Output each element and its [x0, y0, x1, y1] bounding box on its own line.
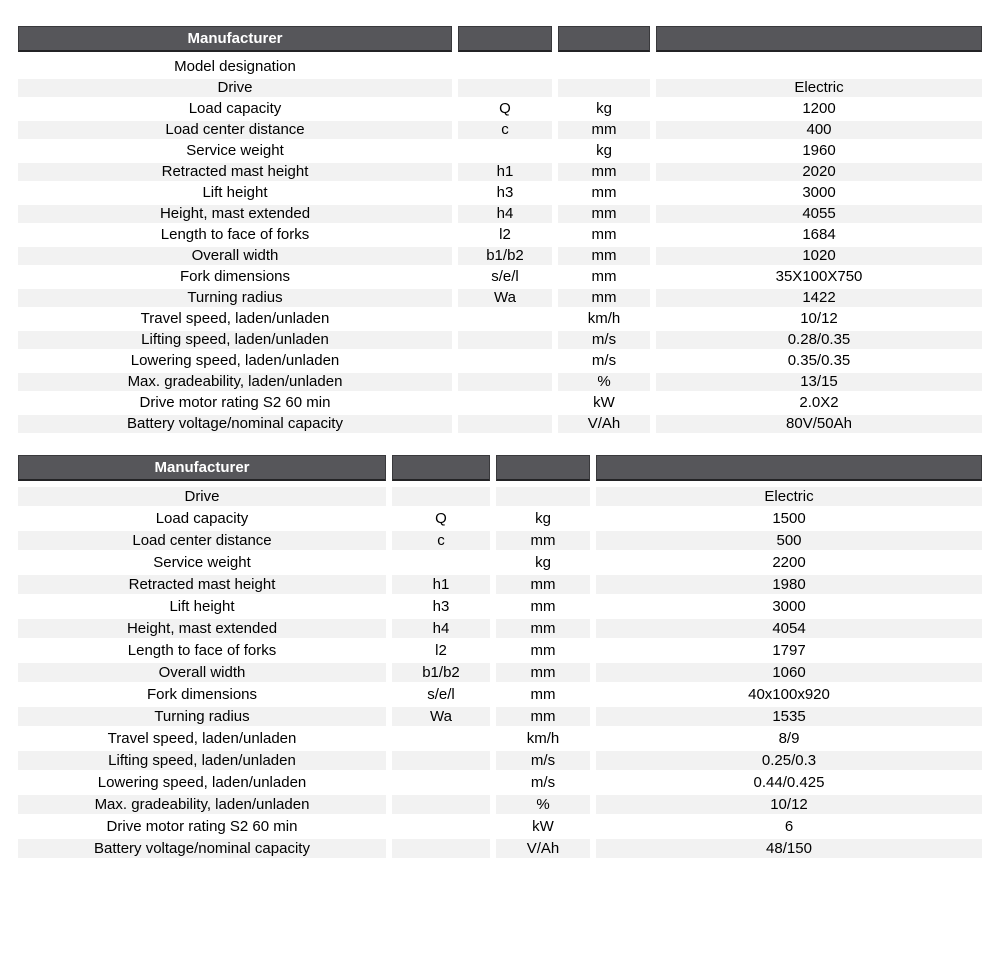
cell-label: Retracted mast height [18, 573, 386, 595]
cell-unit: kW [593, 394, 615, 411]
manufacturer-header-label: Manufacturer [187, 30, 283, 47]
cell-symbol: c [458, 119, 552, 140]
cell-symbol: Wa [458, 287, 552, 308]
cell-value: 1422 [656, 287, 982, 308]
cell-value: 10/12 [596, 793, 982, 815]
cell-value: 48/150 [596, 837, 982, 859]
cell-value: Electric [656, 77, 982, 98]
cell-unit: kW [532, 817, 554, 835]
cell-symbol: h4 [392, 617, 490, 639]
cell-symbol [458, 371, 552, 392]
cell-label: Max. gradeability, laden/unladen [18, 793, 386, 815]
table-row [18, 485, 982, 507]
cell-unit: mm [558, 161, 650, 182]
cell-value: 0.28/0.35 [656, 329, 982, 350]
table-row [18, 266, 982, 287]
table-row [18, 56, 982, 77]
cell-symbol [392, 793, 490, 815]
table-row [18, 77, 982, 98]
cell-label: Retracted mast height [18, 161, 452, 182]
cell-value: 1500 [772, 509, 806, 527]
table-header-row [18, 455, 982, 481]
cell-label: Model designation [174, 58, 296, 75]
cell-symbol [458, 329, 552, 350]
cell-label: Lift height [202, 184, 268, 201]
cell-symbol: h1 [458, 161, 552, 182]
cell-value: 1980 [596, 573, 982, 595]
cell-value: 1797 [772, 641, 806, 659]
manufacturer-header-cell [18, 455, 386, 481]
cell-label: Fork dimensions [179, 268, 291, 285]
cell-unit: V/Ah [558, 413, 650, 434]
cell-symbol: h4 [458, 203, 552, 224]
cell-unit: mm [530, 685, 556, 703]
cell-label: Length to face of forks [127, 641, 277, 659]
table-row [18, 392, 982, 413]
cell-unit: mm [558, 119, 650, 140]
cell-value: 6 [784, 817, 794, 835]
cell-label: Length to face of forks [160, 226, 310, 243]
cell-label: Drive [18, 77, 452, 98]
cell-unit [496, 485, 590, 507]
cell-value: 1684 [802, 226, 836, 243]
cell-label: Lifting speed, laden/unladen [18, 749, 386, 771]
cell-label: Lift height [169, 597, 235, 615]
cell-symbol [458, 140, 552, 161]
cell-value: 2.0X2 [799, 394, 839, 411]
cell-unit: mm [591, 226, 617, 243]
cell-label: Load capacity [155, 509, 249, 527]
manufacturer-header-cell [18, 26, 452, 52]
cell-label: Lowering speed, laden/unladen [97, 773, 307, 791]
cell-symbol: Q [499, 100, 511, 117]
cell-value: 35X100X750 [775, 268, 863, 285]
cell-unit [558, 77, 650, 98]
cell-label: Drive [18, 485, 386, 507]
table-row [18, 727, 982, 749]
cell-unit [558, 56, 650, 77]
table-row [18, 371, 982, 392]
cell-symbol: l2 [499, 226, 511, 243]
cell-label: Overall width [18, 661, 386, 683]
table-row [18, 308, 982, 329]
cell-unit: mm [530, 641, 556, 659]
cell-symbol [458, 392, 552, 413]
cell-value: 13/15 [656, 371, 982, 392]
table-row [18, 529, 982, 551]
cell-symbol [392, 815, 490, 837]
cell-label: Battery voltage/nominal capacity [18, 837, 386, 859]
table-row [18, 507, 982, 529]
table-row [18, 837, 982, 859]
cell-symbol [392, 551, 490, 573]
spec-table-1 [18, 26, 982, 434]
cell-value: 10/12 [800, 310, 838, 327]
cell-symbol: c [392, 529, 490, 551]
cell-value [656, 56, 982, 77]
table-row [18, 224, 982, 245]
cell-unit: km/h [526, 729, 560, 747]
cell-unit: kg [596, 142, 612, 159]
cell-unit: m/s [591, 352, 617, 369]
cell-value: 1535 [596, 705, 982, 727]
cell-unit: mm [591, 268, 617, 285]
unit-header-cell [558, 26, 650, 52]
cell-symbol: b1/b2 [458, 245, 552, 266]
table-row [18, 161, 982, 182]
cell-symbol [392, 749, 490, 771]
unit-header-cell [496, 455, 590, 481]
cell-unit: km/h [587, 310, 621, 327]
cell-unit: mm [496, 529, 590, 551]
cell-value: 1060 [596, 661, 982, 683]
cell-value: 2020 [656, 161, 982, 182]
table-row [18, 595, 982, 617]
cell-symbol [392, 485, 490, 507]
cell-unit: mm [496, 573, 590, 595]
cell-value: 0.25/0.3 [596, 749, 982, 771]
cell-symbol: Wa [392, 705, 490, 727]
cell-value: 1200 [802, 100, 836, 117]
table-row [18, 639, 982, 661]
spec-table-2 [18, 455, 982, 859]
manufacturer-header-label: Manufacturer [154, 459, 250, 476]
cell-label: Height, mast extended [18, 203, 452, 224]
cell-value: 4054 [596, 617, 982, 639]
symbol-header-cell [392, 455, 490, 481]
cell-symbol [392, 837, 490, 859]
cell-value: 8/9 [778, 729, 800, 747]
cell-unit: mm [558, 203, 650, 224]
cell-symbol: h3 [496, 184, 514, 201]
value-header-cell [596, 455, 982, 481]
cell-value: 3000 [772, 597, 806, 615]
cell-label: Drive motor rating S2 60 min [139, 394, 331, 411]
cell-symbol: b1/b2 [392, 661, 490, 683]
cell-label: Travel speed, laden/unladen [140, 310, 330, 327]
cell-value: 0.44/0.425 [753, 773, 825, 791]
table-row [18, 119, 982, 140]
cell-value: Electric [596, 485, 982, 507]
table-body [18, 56, 982, 434]
table-row [18, 413, 982, 434]
table-row [18, 661, 982, 683]
cell-unit: kg [535, 509, 551, 527]
cell-symbol [458, 308, 552, 329]
table-row [18, 182, 982, 203]
cell-symbol [392, 727, 490, 749]
cell-symbol [458, 413, 552, 434]
table-row [18, 551, 982, 573]
table-row [18, 771, 982, 793]
cell-label: Service weight [186, 142, 284, 159]
cell-symbol: s/e/l [491, 268, 519, 285]
cell-symbol [458, 350, 552, 371]
cell-symbol [458, 56, 552, 77]
table-row [18, 350, 982, 371]
cell-unit: mm [558, 245, 650, 266]
cell-value: 1960 [802, 142, 836, 159]
cell-label: Lowering speed, laden/unladen [130, 352, 340, 369]
cell-label: Travel speed, laden/unladen [107, 729, 297, 747]
cell-label: Load center distance [18, 119, 452, 140]
cell-label: Battery voltage/nominal capacity [18, 413, 452, 434]
cell-symbol: l2 [435, 641, 447, 659]
cell-label: Overall width [18, 245, 452, 266]
cell-label: Turning radius [18, 287, 452, 308]
cell-label: Turning radius [18, 705, 386, 727]
cell-label: Load capacity [188, 100, 282, 117]
table-row [18, 329, 982, 350]
table-row [18, 245, 982, 266]
cell-symbol: s/e/l [427, 685, 455, 703]
cell-unit: kg [596, 100, 612, 117]
table-row [18, 617, 982, 639]
cell-unit: % [496, 793, 590, 815]
table-row [18, 203, 982, 224]
cell-value: 40x100x920 [748, 685, 830, 703]
cell-value: 80V/50Ah [656, 413, 982, 434]
table-row [18, 573, 982, 595]
cell-unit: mm [530, 597, 556, 615]
cell-value: 4055 [656, 203, 982, 224]
cell-unit: m/s [496, 749, 590, 771]
cell-symbol: h1 [392, 573, 490, 595]
cell-label: Service weight [153, 553, 251, 571]
cell-label: Load center distance [18, 529, 386, 551]
cell-label: Lifting speed, laden/unladen [18, 329, 452, 350]
symbol-header-cell [458, 26, 552, 52]
cell-unit: % [558, 371, 650, 392]
table-row [18, 98, 982, 119]
cell-unit: mm [496, 661, 590, 683]
cell-unit: m/s [530, 773, 556, 791]
table-row [18, 140, 982, 161]
cell-unit: mm [591, 184, 617, 201]
cell-value: 2200 [772, 553, 806, 571]
cell-label: Height, mast extended [18, 617, 386, 639]
cell-value: 400 [656, 119, 982, 140]
cell-unit: m/s [558, 329, 650, 350]
cell-unit: kg [535, 553, 551, 571]
table-row [18, 815, 982, 837]
table-header-row [18, 26, 982, 52]
table-row [18, 793, 982, 815]
table-row [18, 683, 982, 705]
cell-symbol: h3 [432, 597, 450, 615]
cell-unit: mm [496, 617, 590, 639]
cell-unit: mm [558, 287, 650, 308]
cell-value: 0.35/0.35 [787, 352, 851, 369]
table-row [18, 749, 982, 771]
cell-symbol: Q [435, 509, 447, 527]
cell-label: Fork dimensions [146, 685, 258, 703]
cell-label: Max. gradeability, laden/unladen [18, 371, 452, 392]
cell-value: 500 [596, 529, 982, 551]
cell-symbol [392, 771, 490, 793]
table-row [18, 705, 982, 727]
table-row [18, 287, 982, 308]
cell-symbol [458, 77, 552, 98]
cell-value: 3000 [802, 184, 836, 201]
cell-label: Drive motor rating S2 60 min [106, 817, 298, 835]
cell-value: 1020 [656, 245, 982, 266]
value-header-cell [656, 26, 982, 52]
table-body [18, 485, 982, 859]
cell-unit: mm [496, 705, 590, 727]
cell-unit: V/Ah [496, 837, 590, 859]
